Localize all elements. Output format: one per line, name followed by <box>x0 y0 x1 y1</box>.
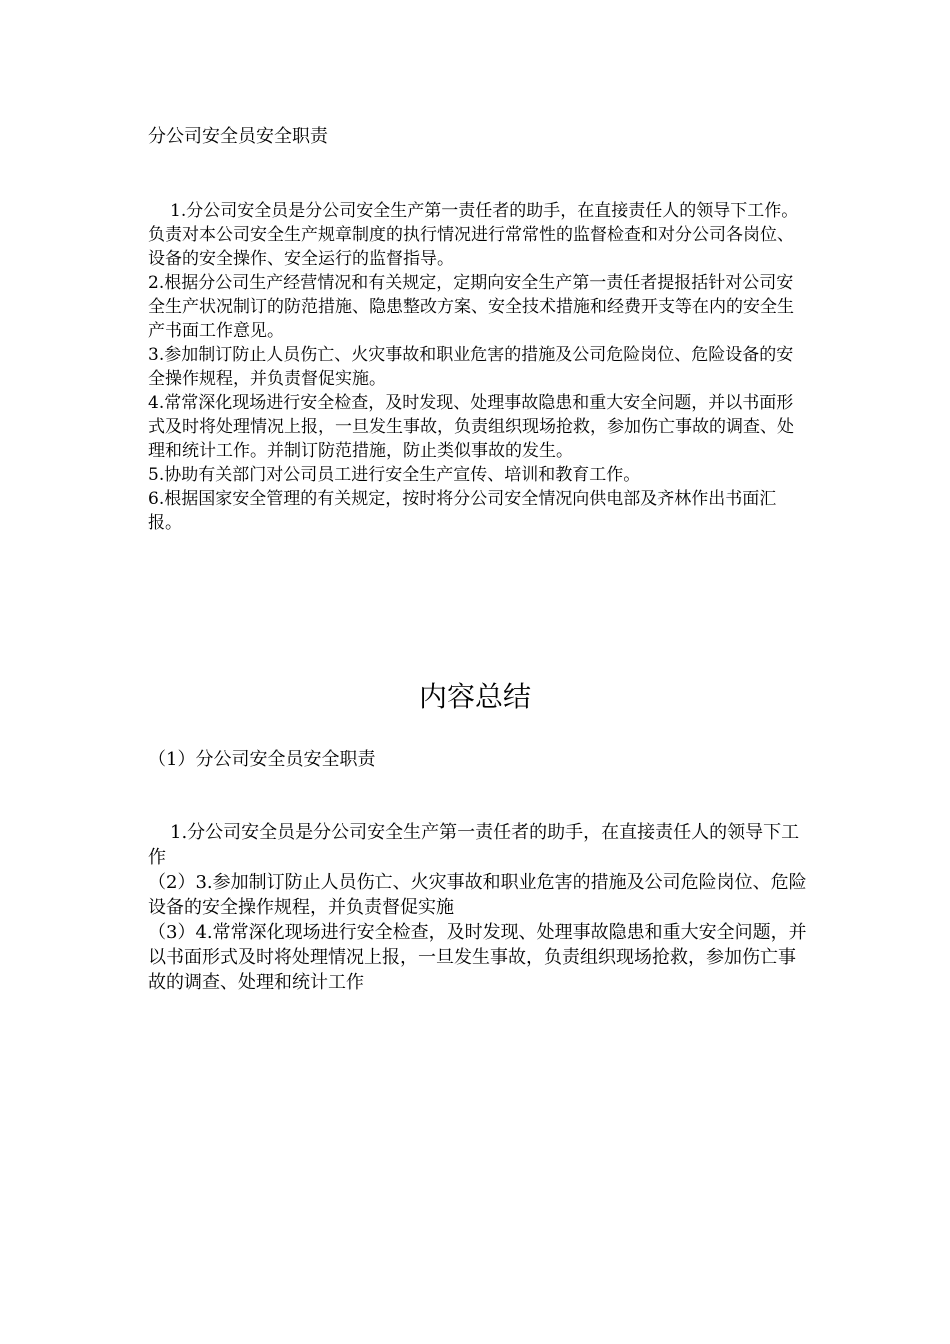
duties-list <box>148 199 803 535</box>
summary-item: （2）3.参加制订防止人员伤亡、火灾事故和职业危害的措施及公司危险岗位、危险设备的安全操作规程，并负责督促实施 <box>148 872 807 918</box>
duty-item: 4.常常深化现场进行安全检查，及时发现、处理事故隐患和重大安全问题，并以书面形式及时将处理情况上报，一旦发生事故，负责组织现场抢救，参加伤亡事故的调查、处理和统计工作。并制订防范措施，防止类似事故的发生。 <box>148 393 794 461</box>
summary-heading: 内容总结 <box>418 680 531 713</box>
summary-subtitle: （1）分公司安全员安全职责 <box>148 749 376 770</box>
duty-item: 6.根据国家安全管理的有关规定，按时将分公司安全情况向供电部及齐林作出书面汇报。 <box>148 489 777 533</box>
duty-item: 1.分公司安全员是分公司安全生产第一责任者的助手，在直接责任人的领导下工作。负责对本公司安全生产规章制度的执行情况进行常常性的监督检查和对分公司各岗位、设备的安全操作、安全运行的监督指导。 <box>148 201 799 269</box>
document-title: 分公司安全员安全职责 <box>148 126 328 147</box>
duty-item: 3.参加制订防止人员伤亡、火灾事故和职业危害的措施及公司危险岗位、危险设备的安全操作规程，并负责督促实施。 <box>148 345 794 389</box>
duty-item: 2.根据分公司生产经营情况和有关规定，定期向安全生产第一责任者提报括针对公司安全生产状况制订的防范措施、隐患整改方案、安全技术措施和经费开支等在内的安全生产书面工作意见。 <box>148 273 794 341</box>
summary-list <box>148 820 808 995</box>
duty-item: 5.协助有关部门对公司员工进行安全生产宣传、培训和教育工作。 <box>148 465 641 485</box>
summary-item: （3）4.常常深化现场进行安全检查，及时发现、处理事故隐患和重大安全问题，并以书面形式及时将处理情况上报，一旦发生事故，负责组织现场抢救，参加伤亡事故的调查、处理和统计工作 <box>148 922 807 993</box>
summary-item: 1.分公司安全员是分公司安全生产第一责任者的助手，在直接责任人的领导下工作 <box>148 822 800 868</box>
